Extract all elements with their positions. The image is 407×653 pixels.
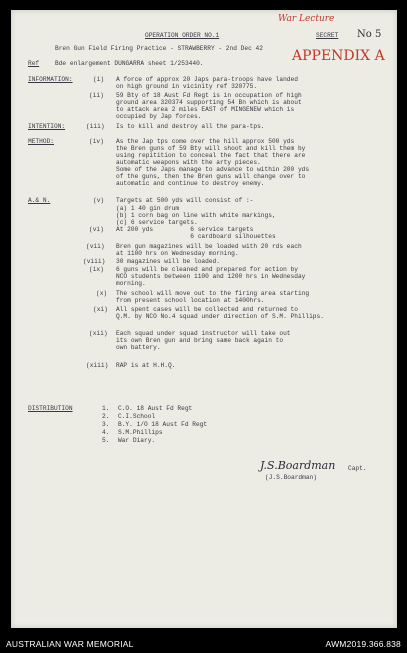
para-number: (iii)	[86, 123, 105, 130]
para-line: As the Jap tps come over the hill approx 500 yds	[116, 138, 295, 145]
para-line: using repitition to conceal the fact that there are	[116, 152, 306, 159]
secret-marking: SECRET	[316, 32, 339, 39]
para-line: to attack area 2 miles EAST of MINGENEW which is	[116, 106, 295, 113]
distribution-number: 3.	[102, 421, 110, 428]
appendix-annotation: APPENDIX A	[292, 48, 385, 64]
para-number: (xiii)	[86, 362, 109, 369]
method-heading: METHOD:	[28, 138, 54, 145]
order-number-label: No 5	[357, 29, 382, 40]
distribution-item: S.M.Phillips	[118, 429, 163, 436]
distribution-heading: DISTRIBUTION	[28, 405, 73, 412]
para-line: At 200 yds 6 service targets	[116, 226, 254, 233]
para-number: (ii)	[89, 92, 104, 99]
para-line: Is to kill and destroy all the para-tps.	[116, 123, 265, 130]
para-line: automatic weapons with the arty pieces.	[116, 159, 261, 166]
para-line: morning.	[116, 280, 146, 287]
para-line: The school will move out to the firing area starting	[116, 290, 310, 297]
distribution-number: 1.	[102, 405, 110, 412]
para-line: its own Bren gun and bring same back again to	[116, 337, 284, 344]
distribution-number: 2.	[102, 413, 110, 420]
para-line: Each squad under squad instructor will take out	[116, 330, 291, 337]
para-line: Some of the Japs manage to advance to within 200 yds	[116, 166, 310, 173]
handwritten-signature: J.S.Boardman	[260, 459, 336, 472]
intention-heading: INTENTION:	[28, 123, 66, 130]
para-line: Targets at 500 yds will consist of :-	[116, 197, 254, 204]
para-line: NCO students between 1100 and 1200 hrs in Wednesday	[116, 273, 306, 280]
signature-rank: Capt.	[348, 465, 367, 472]
para-line: (a) 1 40 gin drum	[116, 205, 180, 212]
para-line: at 1100 hrs on Wednesday morning.	[116, 250, 239, 257]
adm-heading: A.& N.	[28, 197, 51, 204]
distribution-item: B.Y. 1/O 18 Aust Fd Regt	[118, 421, 208, 428]
distribution-item: C.O. 18 Aust Fd Regt	[118, 405, 193, 412]
para-line: A force of approx 20 Japs para-troops have landed	[116, 76, 298, 83]
ref-label: Ref	[28, 60, 40, 67]
ref-text: Bde enlargement DUNGARRA sheet 1/253440.	[55, 60, 204, 67]
para-line: (b) 1 corn bag on line with white markings,	[116, 212, 276, 219]
para-number: (vii)	[86, 243, 105, 250]
para-line: of the guns, then the Bren guns will change over to	[116, 173, 306, 180]
para-number: (v)	[93, 197, 105, 204]
para-number: (ix)	[89, 266, 104, 273]
distribution-number: 5.	[102, 437, 110, 444]
para-line: 59 Bty of 18 Aust Fd Regt is in occupation of high	[116, 92, 302, 99]
para-line: 6 guns will be cleaned and prepared for action by	[116, 266, 298, 273]
para-line: on high ground in vicinity ref 320775.	[116, 83, 258, 90]
para-line: own battery.	[116, 344, 161, 351]
para-number: (x)	[96, 290, 108, 297]
distribution-number: 4.	[102, 429, 110, 436]
para-line: (c) 6 service targets.	[116, 219, 198, 226]
information-heading: INFORMATION:	[28, 76, 73, 83]
para-line: Bren gun magazines will be loaded with 20 rds each	[116, 243, 302, 250]
order-title: OPERATION ORDER NO.1	[145, 32, 220, 39]
para-line: RAP is at H.H.Q.	[116, 362, 176, 369]
para-number: (vi)	[89, 226, 104, 233]
distribution-item: War Diary.	[118, 437, 156, 444]
para-line: All spent cases will be collected and returned to	[116, 306, 298, 313]
signature-typed-name: (J.S.Boardman)	[265, 474, 317, 481]
para-line: from present school location at 1400hrs.	[116, 297, 265, 304]
para-number: (viii)	[83, 258, 106, 265]
order-subject: Bren Gun Field Firing Practice - STRAWBERRY - 2nd Dec 42	[55, 45, 263, 52]
para-line: automatic and continue to destroy enemy.	[116, 180, 265, 187]
para-line: the Bren guns of 59 Bty will shoot and kill them by	[116, 145, 306, 152]
para-line: 6 cardboard silhouettes	[116, 233, 276, 240]
distribution-item: C.I.School	[118, 413, 156, 420]
para-number: (iv)	[89, 138, 104, 145]
para-number: (xi)	[93, 306, 108, 313]
para-line: ground area 320374 supporting 54 Bn which is about	[116, 99, 302, 106]
para-line: 30 magazines will be loaded.	[116, 258, 220, 265]
para-number: (i)	[93, 76, 105, 83]
para-line: Q.M. by NCO No.4 squad under direction of S.M. Phillips.	[116, 313, 324, 320]
footer-institution: AUSTRALIAN WAR MEMORIAL	[6, 639, 134, 649]
para-line: occupied by Jap forces.	[116, 113, 202, 120]
war-lecture-annotation: War Lecture	[278, 14, 335, 24]
para-number: (xii)	[89, 330, 108, 337]
footer-accession-number: AWM2019.366.838	[325, 639, 401, 649]
